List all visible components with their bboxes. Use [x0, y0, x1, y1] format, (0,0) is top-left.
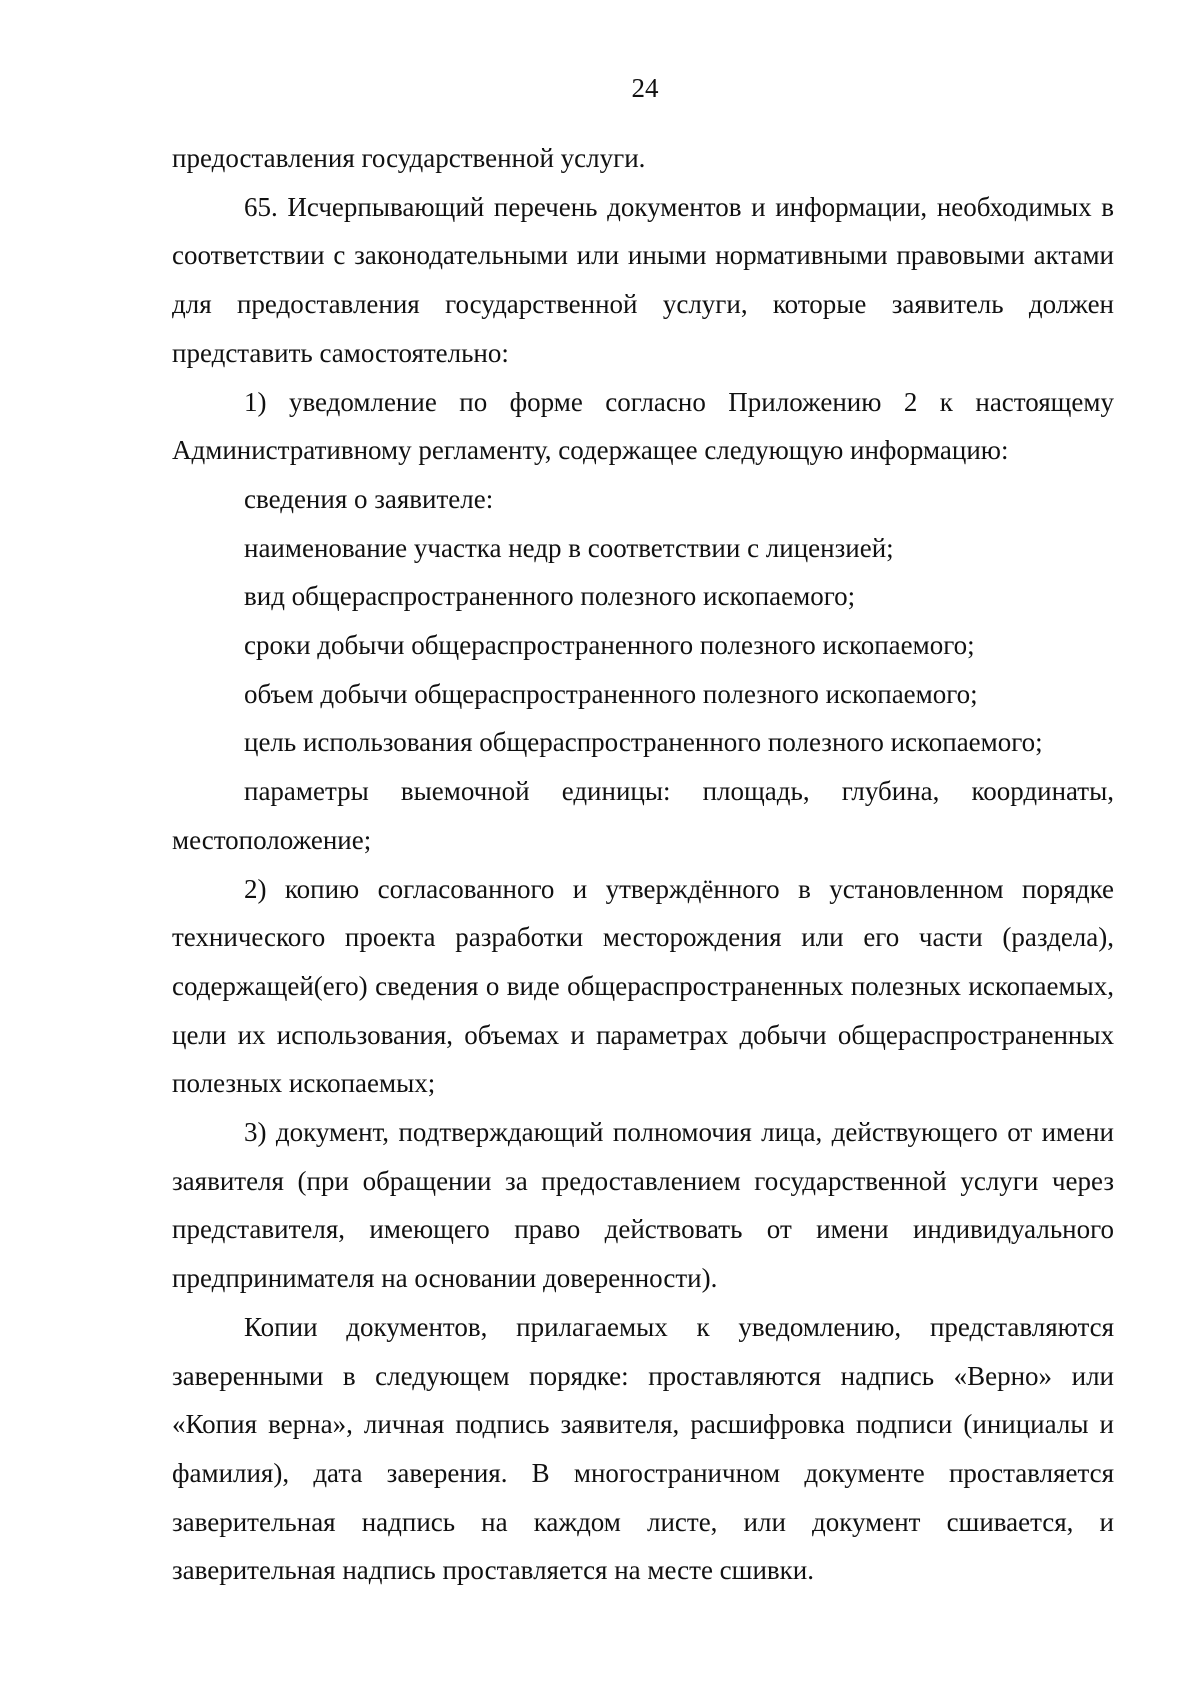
paragraph-copy-certification: Копии документов, прилагаемых к уведомлению, представляются заверенными в следующем порядке: проставляются надпись «Верно» или «Копия верна», личная подпись заявителя, расшифровка подписи (инициалы и фамилия), дата заверения. В многостраничном документе проставляется заверительная надпись на каждом листе, или документ сшивается, и заверительная надпись проставляется на месте сшивки.: [172, 1311, 1114, 1586]
list-item-extraction-volume: объем добычи общераспространенного полезного ископаемого;: [244, 678, 978, 709]
page-number: 24: [631, 73, 659, 103]
paragraph-subitem-2: 2) копию согласованного и утверждённого в установленном порядке технического проекта разработки месторождения или его части (раздела), содержащей(его) сведения о виде общераспространенных полезных ископаемых, цели их использования, объемах и параметрах добычи общераспространенных полезных ископаемых;: [172, 873, 1114, 1099]
list-item-extraction-terms: сроки добычи общераспространенного полезного ископаемого;: [244, 630, 975, 661]
list-item-mineral-type: вид общераспространенного полезного ископаемого;: [244, 581, 856, 612]
paragraph-subitem-3: 3) документ, подтверждающий полномочия лица, действующего от имени заявителя (при обращении за предоставлением государственной услуги через представителя, имеющего право действовать от имени индивидуального предпринимателя на основании доверенности).: [172, 1117, 1114, 1294]
document-body: [172, 134, 1114, 1595]
paragraph-intro-continuation: предоставления государственной услуги.: [172, 143, 646, 173]
paragraph-item-65: 65. Исчерпывающий перечень документов и информации, необходимых в соответствии с законодательными или иными нормативными правовыми актами для предоставления государственной услуги, которые заявитель должен представить самостоятельно:: [172, 191, 1114, 368]
paragraph-subitem-1: 1) уведомление по форме согласно Приложению 2 к настоящему Административному регламенту, содержащее следующую информацию:: [172, 386, 1114, 466]
list-item-excavation-unit-parameters: параметры выемочной единицы: площадь, глубина, координаты, местоположение;: [172, 776, 1114, 855]
list-item-subsoil-site-name: наименование участка недр в соответствии с лицензией;: [244, 532, 894, 563]
list-item-applicant-info: сведения о заявителе:: [244, 483, 494, 514]
list-item-usage-purpose: цель использования общераспространенного полезного ископаемого;: [244, 727, 1043, 758]
